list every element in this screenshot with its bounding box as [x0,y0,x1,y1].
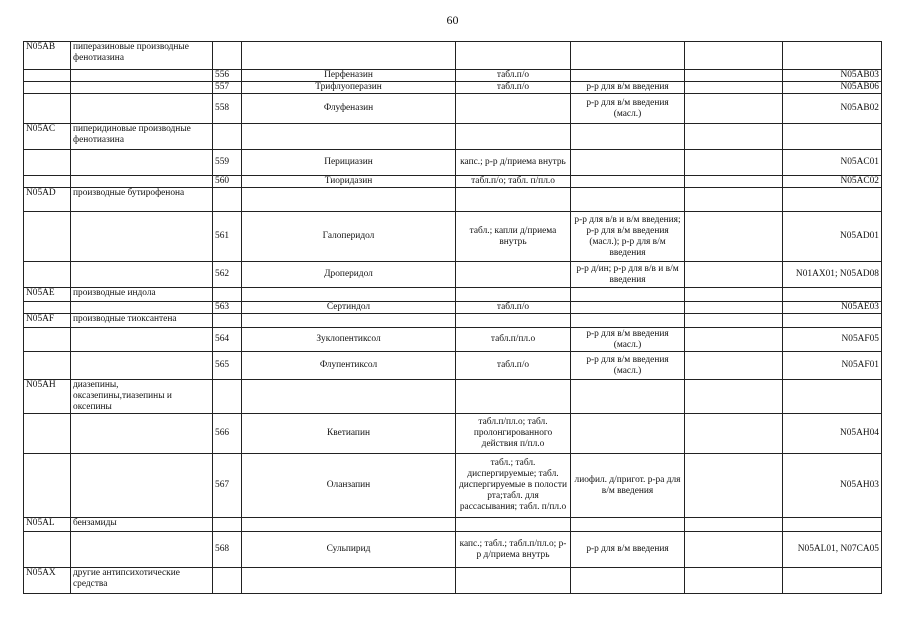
table-cell-drug-name: Флупентиксол [242,352,456,380]
table-cell-dosage-form: табл.п/о [456,82,571,94]
table-cell-number: 563 [213,302,242,314]
table-cell-injection-form: лиофил. д/пригот. р-ра для в/м введения [571,454,685,518]
table-cell-injection-form [571,314,685,328]
table-cell-number: 559 [213,150,242,176]
drug-table [23,41,882,594]
table-cell-drug-name: Галоперидол [242,212,456,262]
table-cell-number [213,314,242,328]
table-cell-dosage-form [456,288,571,302]
table-cell-drug-name [242,568,456,594]
table-cell-drug-name: Флуфеназин [242,94,456,124]
table-cell-drug-name [242,188,456,212]
table-cell-number: 564 [213,328,242,352]
table-cell-extra [685,532,783,568]
table-cell-dosage-form: табл.; табл. диспергируемые; табл. диспергируемые в полости рта;табл. для рассасывания; табл. п/пл.о [456,454,571,518]
table-cell-number [213,288,242,302]
table-cell-atc-code: N05AF01 [783,352,882,380]
drug-row [24,212,882,262]
table-cell-injection-form [571,42,685,70]
table-cell-injection-form: р-р для в/м введения (масл.) [571,328,685,352]
group-row [24,124,882,150]
table-cell-code: N05AF [24,314,71,328]
table-cell-number: 557 [213,82,242,94]
table-cell-injection-form [571,176,685,188]
table-cell-atc-code [783,288,882,302]
table-cell-atc-code [783,42,882,70]
table-cell-group [71,212,213,262]
table-cell-extra [685,150,783,176]
table-cell-drug-name [242,124,456,150]
table-cell-code: N05AB [24,42,71,70]
table-cell-code [24,328,71,352]
table-cell-injection-form [571,568,685,594]
table-cell-extra [685,518,783,532]
table-cell-group: бензамиды [71,518,213,532]
table-cell-atc-code: N05AC01 [783,150,882,176]
table-cell-dosage-form: табл.п/о [456,352,571,380]
table-cell-extra [685,352,783,380]
drug-row [24,414,882,454]
table-cell-number [213,124,242,150]
table-cell-atc-code: N05AH04 [783,414,882,454]
table-cell-extra [685,262,783,288]
table-cell-injection-form [571,380,685,414]
table-cell-atc-code: N05AC02 [783,176,882,188]
table-cell-drug-name: Зуклопентиксол [242,328,456,352]
table-cell-injection-form [571,288,685,302]
table-cell-number: 558 [213,94,242,124]
group-row [24,518,882,532]
table-cell-injection-form [571,518,685,532]
table-cell-extra [685,568,783,594]
table-cell-code [24,532,71,568]
drug-row [24,328,882,352]
table-cell-atc-code: N05AF05 [783,328,882,352]
table-cell-dosage-form: табл.п/о [456,70,571,82]
drug-row [24,302,882,314]
table-cell-group [71,302,213,314]
table-cell-atc-code: N05AH03 [783,454,882,518]
table-cell-code [24,352,71,380]
table-cell-injection-form [571,414,685,454]
table-cell-injection-form [571,124,685,150]
drug-row [24,94,882,124]
table-cell-drug-name: Кветиапин [242,414,456,454]
table-cell-code [24,414,71,454]
table-cell-drug-name: Перфеназин [242,70,456,82]
table-cell-dosage-form [456,188,571,212]
table-cell-dosage-form [456,568,571,594]
table-cell-drug-name: Трифлуоперазин [242,82,456,94]
table-cell-drug-name [242,288,456,302]
table-cell-drug-name: Сертиндол [242,302,456,314]
table-cell-injection-form: р-р для в/м введения [571,82,685,94]
table-cell-dosage-form [456,518,571,532]
table-cell-number: 556 [213,70,242,82]
table-cell-number [213,380,242,414]
table-cell-number: 567 [213,454,242,518]
table-cell-group: диазепины, оксазепины,тиазепины и оксепины [71,380,213,414]
table-cell-code: N05AH [24,380,71,414]
table-cell-extra [685,288,783,302]
table-cell-number: 560 [213,176,242,188]
table-cell-drug-name [242,518,456,532]
table-cell-atc-code [783,314,882,328]
table-cell-atc-code [783,124,882,150]
group-row [24,288,882,302]
table-cell-atc-code: N05AB03 [783,70,882,82]
table-cell-dosage-form [456,380,571,414]
table-cell-group [71,70,213,82]
table-cell-injection-form [571,70,685,82]
table-cell-code: N05AX [24,568,71,594]
table-cell-injection-form [571,302,685,314]
table-cell-atc-code: N01AX01; N05AD08 [783,262,882,288]
drug-row [24,352,882,380]
table-cell-number: 568 [213,532,242,568]
table-cell-extra [685,70,783,82]
table-cell-atc-code: N05AE03 [783,302,882,314]
table-cell-drug-name: Сульпирид [242,532,456,568]
table-cell-dosage-form: капс.; табл.; табл.п/пл.о; р-р д/приема внутрь [456,532,571,568]
table-cell-atc-code: N05AD01 [783,212,882,262]
table-cell-atc-code [783,568,882,594]
table-cell-extra [685,188,783,212]
table-cell-number: 566 [213,414,242,454]
table-cell-group: пиперидиновые производные фенотиазина [71,124,213,150]
table-cell-code [24,176,71,188]
table-cell-atc-code [783,518,882,532]
drug-row [24,532,882,568]
table-cell-drug-name [242,380,456,414]
table-cell-number [213,188,242,212]
table-cell-code: N05AL [24,518,71,532]
table-cell-drug-name: Перициазин [242,150,456,176]
table-cell-dosage-form [456,124,571,150]
table-cell-atc-code: N05AB02 [783,94,882,124]
table-cell-number [213,518,242,532]
table-cell-atc-code: N05AB06 [783,82,882,94]
table-cell-extra [685,380,783,414]
table-cell-drug-name: Дроперидол [242,262,456,288]
table-cell-number: 562 [213,262,242,288]
table-cell-code [24,94,71,124]
page-number: 60 [446,13,459,27]
table-cell-group [71,352,213,380]
table-cell-injection-form: р-р для в/м введения (масл.) [571,94,685,124]
table-cell-extra [685,328,783,352]
table-cell-dosage-form: капс.; р-р д/приема внутрь [456,150,571,176]
drug-row [24,82,882,94]
table-cell-code [24,150,71,176]
table-cell-group [71,454,213,518]
table-cell-code [24,212,71,262]
table-cell-group [71,414,213,454]
table-cell-dosage-form: табл.п/о [456,302,571,314]
table-cell-injection-form: р-р д/ин; р-р для в/в и в/м введения [571,262,685,288]
group-row [24,380,882,414]
table-cell-group [71,532,213,568]
table-cell-injection-form [571,188,685,212]
table-cell-number [213,42,242,70]
table-cell-dosage-form [456,262,571,288]
table-cell-code: N05AC [24,124,71,150]
drug-row [24,150,882,176]
table-cell-code [24,70,71,82]
table-cell-group [71,176,213,188]
table-cell-extra [685,314,783,328]
table-cell-group [71,94,213,124]
table-cell-group [71,262,213,288]
table-cell-extra [685,302,783,314]
table-cell-extra [685,414,783,454]
table-cell-drug-name: Тиоридазин [242,176,456,188]
group-row [24,568,882,594]
table-cell-dosage-form: табл.; капли д/приема внутрь [456,212,571,262]
table-cell-number: 565 [213,352,242,380]
table-cell-dosage-form [456,42,571,70]
table-cell-drug-name [242,314,456,328]
table-cell-extra [685,176,783,188]
table-cell-extra [685,124,783,150]
table-cell-dosage-form: табл.п/пл.о; табл. пролонгированного действия п/пл.о [456,414,571,454]
table-cell-atc-code: N05AL01, N07CA05 [783,532,882,568]
drug-row [24,176,882,188]
table-cell-extra [685,94,783,124]
table-cell-dosage-form [456,94,571,124]
table-cell-extra [685,454,783,518]
table-cell-drug-name: Оланзапин [242,454,456,518]
drug-row [24,454,882,518]
table-cell-dosage-form: табл.п/пл.о [456,328,571,352]
table-cell-group [71,82,213,94]
table-cell-dosage-form [456,314,571,328]
table-cell-group: другие антипсихотические средства [71,568,213,594]
table-cell-injection-form: р-р для в/м введения [571,532,685,568]
table-cell-number [213,568,242,594]
table-cell-extra [685,82,783,94]
drug-row [24,70,882,82]
table-cell-group: производные индола [71,288,213,302]
table-cell-extra [685,42,783,70]
table-cell-drug-name [242,42,456,70]
drug-row [24,262,882,288]
table-cell-code [24,82,71,94]
table-cell-injection-form [571,150,685,176]
table-cell-injection-form: р-р для в/в и в/м введения; р-р для в/м введения (масл.); р-р для в/м введения [571,212,685,262]
table-cell-group: производные бутирофенона [71,188,213,212]
table-cell-group [71,150,213,176]
table-cell-dosage-form: табл.п/о; табл. п/пл.о [456,176,571,188]
table-cell-code [24,302,71,314]
table-cell-code: N05AE [24,288,71,302]
table-cell-code [24,262,71,288]
table-cell-group: производные тиоксантена [71,314,213,328]
table-cell-code [24,454,71,518]
group-row [24,314,882,328]
table-cell-group [71,328,213,352]
table-cell-atc-code [783,188,882,212]
table-cell-extra [685,212,783,262]
group-row [24,42,882,70]
table-cell-code: N05AD [24,188,71,212]
table-cell-injection-form: р-р для в/м введения (масл.) [571,352,685,380]
group-row [24,188,882,212]
table-cell-group: пиперазиновые производные фенотиазина [71,42,213,70]
table-cell-number: 561 [213,212,242,262]
table-cell-atc-code [783,380,882,414]
